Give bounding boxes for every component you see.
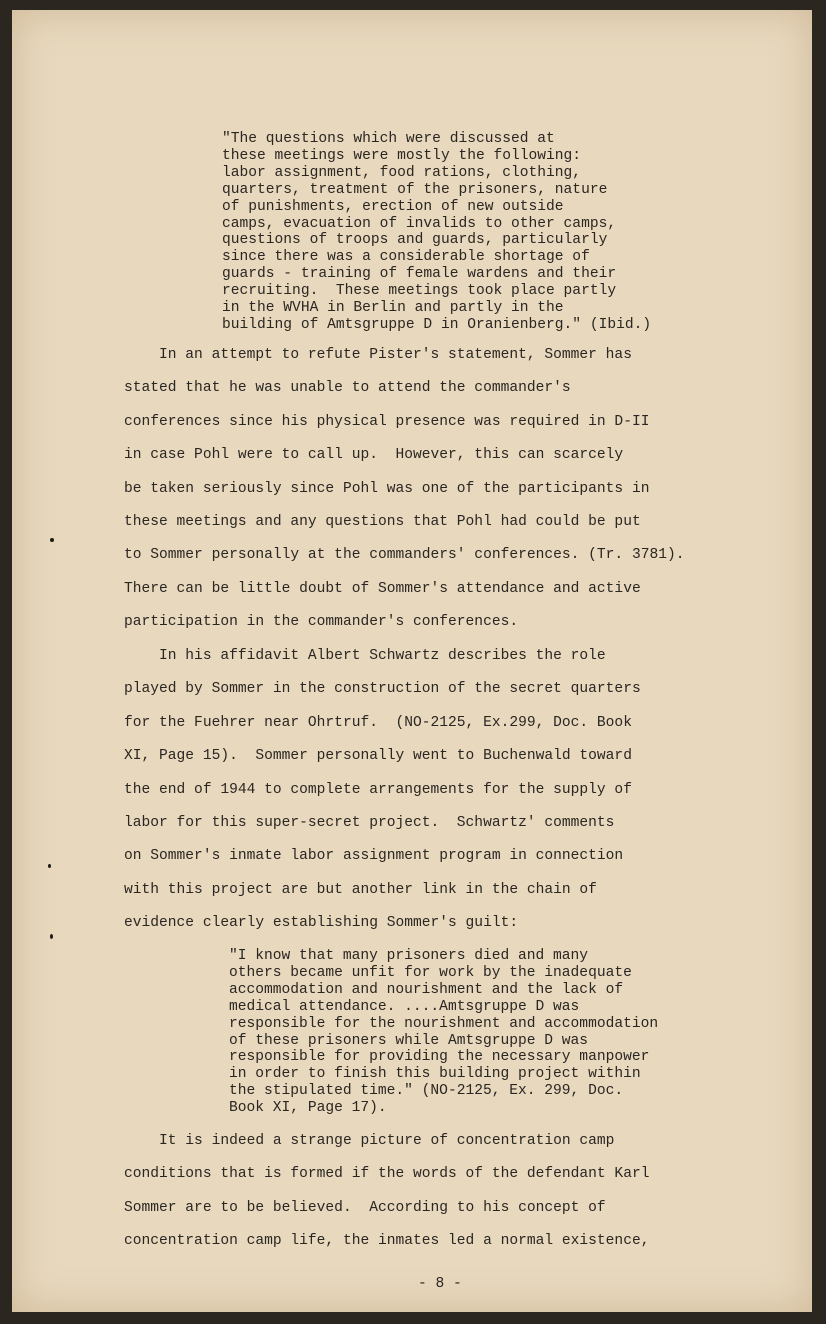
margin-mark	[50, 934, 53, 939]
text-line: be taken seriously since Pohl was one of the participants in	[124, 480, 650, 497]
text-line: In an attempt to refute Pister's statement, Sommer has	[124, 347, 632, 363]
text-line: to Sommer personally at the commanders' conferences. (Tr. 3781).	[124, 547, 685, 564]
margin-mark	[50, 538, 54, 542]
text-line: XI, Page 15). Sommer personally went to Buchenwald toward	[124, 748, 632, 765]
block-quote-pister	[222, 131, 651, 334]
text-line: these meetings and any questions that Pohl had could be put	[124, 514, 641, 531]
text-line: others became unfit for work by the inadequate	[229, 964, 632, 981]
text-line: responsible for providing the necessary manpower	[229, 1049, 650, 1066]
document-page	[12, 10, 812, 1312]
text-line: conferences since his physical presence was required in D-II	[124, 413, 650, 430]
margin-mark	[48, 864, 51, 868]
text-line: In his affidavit Albert Schwartz describes the role	[124, 648, 606, 664]
text-line: questions of troops and guards, particularly	[222, 232, 608, 249]
text-line: Sommer are to be believed. According to his concept of	[124, 1199, 606, 1216]
text-line: the stipulated time." (NO-2125, Ex. 299, Doc.	[229, 1083, 624, 1100]
block-quote-schwartz	[229, 948, 658, 1117]
text-line: building of Amtsgruppe D in Oranienberg." (Ibid.)	[222, 316, 652, 333]
text-line: responsible for the nourishment and accommodation	[229, 1015, 659, 1032]
text-line: labor for this super-secret project. Schwartz' comments	[124, 815, 615, 832]
text-line: these meetings were mostly the following:	[222, 147, 582, 164]
text-line: accommodation and nourishment and the lack of	[229, 981, 624, 998]
paragraph-schwartz-affidavit	[124, 640, 641, 941]
text-line: evidence clearly establishing Sommer's guilt:	[124, 915, 519, 932]
text-line: There can be little doubt of Sommer's attendance and active	[124, 580, 641, 597]
paragraph-refute-pister	[124, 339, 685, 640]
text-line: since there was a considerable shortage of	[222, 249, 590, 266]
text-line: with this project are but another link in the chain of	[124, 881, 597, 898]
text-line: the end of 1944 to complete arrangements for the supply of	[124, 781, 632, 798]
text-line: in case Pohl were to call up. However, this can scarcely	[124, 447, 624, 464]
text-line: of punishments, erection of new outside	[222, 198, 564, 215]
text-line: conditions that is formed if the words of the defendant Karl	[124, 1166, 650, 1183]
text-line: camps, evacuation of invalids to other camps,	[222, 215, 617, 232]
text-line: quarters, treatment of the prisoners, nature	[222, 181, 608, 198]
text-line: for the Fuehrer near Ohrtruf. (NO-2125, Ex.299, Doc. Book	[124, 714, 632, 731]
text-line: medical attendance. ....Amtsgruppe D was	[229, 998, 580, 1015]
text-line: recruiting. These meetings took place partly	[222, 283, 617, 300]
text-line: in order to finish this building project within	[229, 1066, 641, 1083]
text-line: guards - training of female wardens and their	[222, 266, 617, 283]
paragraph-strange-picture	[124, 1125, 649, 1259]
text-line: "I know that many prisoners died and many	[229, 948, 589, 964]
text-line: concentration camp life, the inmates led a normal existence,	[124, 1233, 650, 1250]
text-line: "The questions which were discussed at	[222, 131, 555, 147]
text-line: played by Sommer in the construction of the secret quarters	[124, 681, 641, 698]
text-line: participation in the commander's conferences.	[124, 614, 519, 631]
text-line: It is indeed a strange picture of concentration camp	[124, 1133, 615, 1149]
text-line: labor assignment, food rations, clothing,	[222, 164, 582, 181]
page-number: - 8 -	[418, 1276, 462, 1292]
text-line: Book XI, Page 17).	[229, 1100, 387, 1117]
text-line: stated that he was unable to attend the commander's	[124, 380, 571, 397]
text-line: of these prisoners while Amtsgruppe D was	[229, 1032, 589, 1049]
text-line: on Sommer's inmate labor assignment program in connection	[124, 848, 624, 865]
text-line: in the WVHA in Berlin and partly in the	[222, 300, 564, 317]
